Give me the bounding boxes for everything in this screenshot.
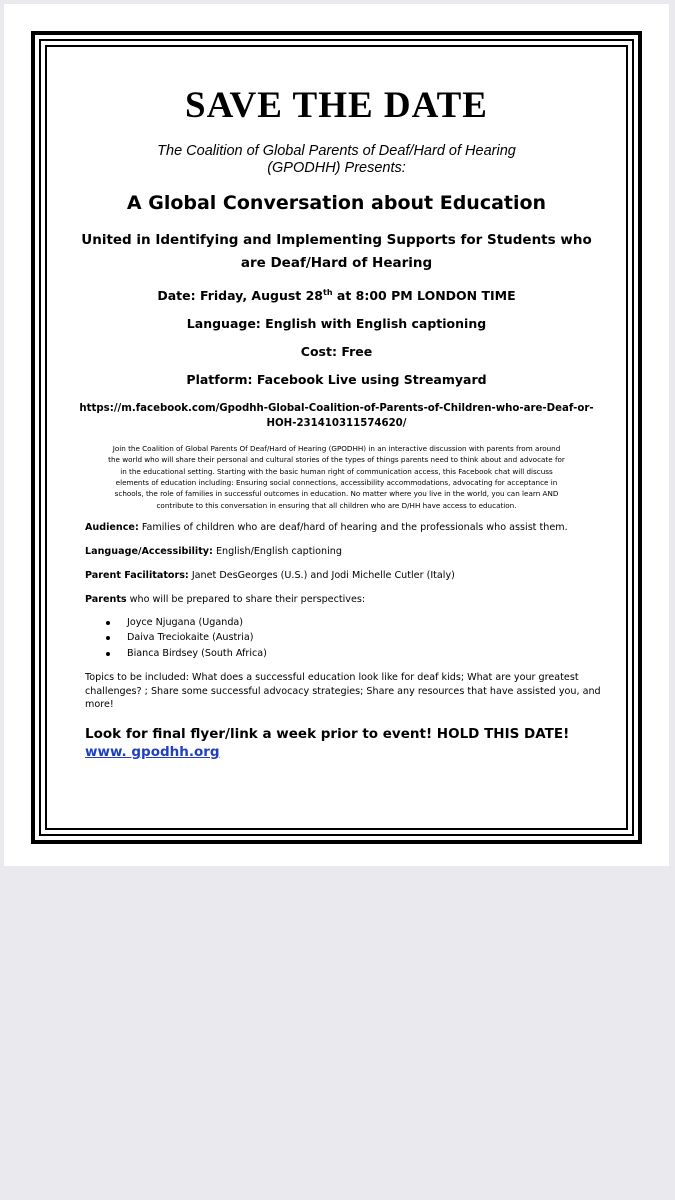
subheading-line-1: United in Identifying and Implementing Supports for Students who — [81, 232, 592, 248]
audience-label: Audience: — [85, 521, 139, 533]
event-language: Language: English with English captioning — [186, 316, 487, 332]
presenter-line — [54, 143, 619, 177]
event-description — [54, 443, 619, 511]
list-item: Bianca Birdsey (South Africa) — [106, 646, 619, 662]
parents-label: Parents — [85, 593, 127, 605]
facebook-url-line-1: https://m.facebook.com/Gpodhh-Global-Coalition-of-Parents-of-Children-who-are-Deaf-or- — [79, 403, 594, 415]
facilitators-row — [54, 569, 619, 583]
website-link[interactable]: www. gpodhh.org — [85, 743, 220, 760]
parents-list — [54, 615, 619, 662]
event-headline: A Global Conversation about Education — [126, 192, 547, 214]
description-line: the world who will share their personal and cultural stories of the types of things parents need to think about and advocate for — [108, 455, 565, 465]
event-date — [54, 288, 619, 303]
accessibility-row — [54, 545, 619, 559]
parents-row — [54, 593, 619, 607]
date-suffix: at 8:00 PM LONDON TIME — [332, 288, 516, 304]
event-cost: Cost: Free — [300, 344, 373, 360]
presenter-line-2: (GPODHH) Presents: — [267, 160, 406, 176]
audience-text: Families of children who are deaf/hard of hearing and the professionals who assist them. — [138, 521, 568, 533]
closing-callout: Look for final flyer/link a week prior to event! HOLD THIS DATE! — [85, 725, 570, 742]
event-subheading — [54, 229, 619, 275]
description-line: Join the Coalition of Global Parents Of Deaf/Hard of Hearing (GPODHH) in an interactive discussion with parents from around — [112, 444, 561, 454]
presenter-line-1: The Coalition of Global Parents of Deaf/Hard of Hearing — [157, 143, 516, 159]
list-item: Daiva Treciokaite (Austria) — [106, 630, 619, 646]
date-prefix: Date: Friday, August 28 — [157, 288, 324, 304]
flyer-title: SAVE THE DATE — [185, 85, 488, 126]
date-superscript: th — [323, 288, 333, 297]
facebook-url — [54, 401, 619, 431]
facilitators-label: Parent Facilitators: — [85, 569, 189, 581]
flyer-content — [54, 84, 619, 760]
parents-text: who will be prepared to share their perspectives: — [126, 593, 366, 605]
description-line: elements of education including: Ensuring social connections, accessibility accommodations, advocating for acceptance in — [115, 478, 558, 488]
accessibility-text: English/English captioning — [212, 545, 342, 557]
topics-paragraph: Topics to be included: What does a successful education look like for deaf kids; What are your greatest challenges? ; Share some successful advocacy strategies; Share any resources that have assisted you, and more! — [85, 672, 601, 711]
audience-row — [54, 521, 619, 535]
event-platform: Platform: Facebook Live using Streamyard — [186, 372, 487, 388]
description-line: in the educational setting. Starting with the basic human right of communication access, this Facebook chat will discuss — [120, 466, 553, 476]
accessibility-label: Language/Accessibility: — [85, 545, 213, 557]
description-line: contribute to this conversation in ensuring that all children who are D/HH have access to education. — [156, 500, 517, 510]
flyer-page — [4, 4, 669, 866]
subheading-line-2: are Deaf/Hard of Hearing — [240, 255, 433, 271]
description-line: schools, the role of families in successful outcomes in education. No matter where you live in the world, you can learn AND — [114, 489, 559, 499]
facebook-url-line-2: HOH-231410311574620/ — [266, 418, 407, 430]
list-item: Joyce Njugana (Uganda) — [106, 615, 619, 631]
facilitators-text: Janet DesGeorges (U.S.) and Jodi Michelle Cutler (Italy) — [188, 569, 455, 581]
